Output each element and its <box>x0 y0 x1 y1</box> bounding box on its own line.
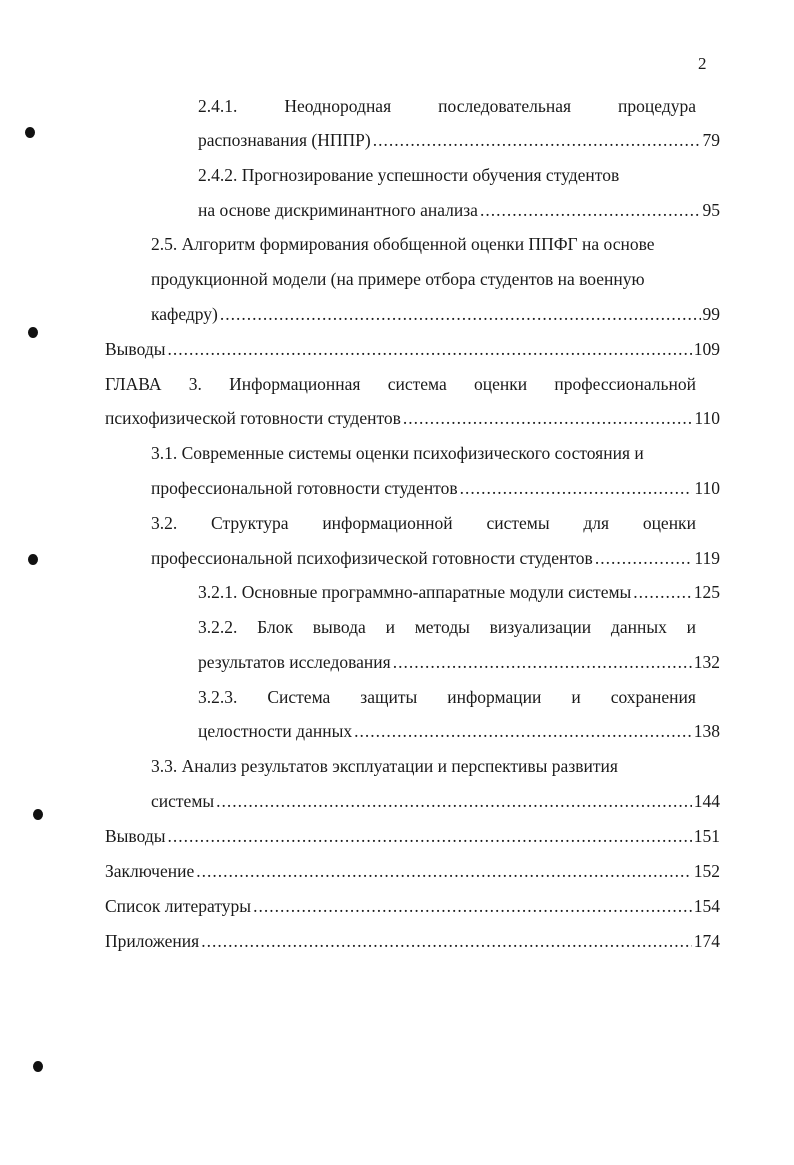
dot-leader <box>167 824 691 848</box>
toc-entry-title: Заключение <box>105 861 195 881</box>
toc-word: оценки <box>474 374 528 394</box>
toc-word: системы <box>486 513 550 533</box>
toc-entry-title: кафедру) <box>151 304 218 324</box>
toc-word: 3. <box>188 374 202 394</box>
toc-word: Информационная <box>229 374 361 394</box>
toc-entry[interactable] <box>198 128 720 152</box>
toc-entry-page: 132 <box>693 652 720 672</box>
toc-word: для <box>583 513 610 533</box>
dot-leader <box>220 302 701 326</box>
toc-entry[interactable] <box>151 789 720 813</box>
toc-entry-page: 99 <box>702 304 720 324</box>
toc-word: 3.2.3. <box>198 687 238 707</box>
toc-word: ГЛАВА <box>105 374 162 394</box>
toc-entry-page: 174 <box>693 931 720 951</box>
toc-word: и <box>571 687 581 707</box>
toc-line <box>198 685 696 709</box>
dot-leader <box>216 789 692 813</box>
toc-entry[interactable] <box>198 580 720 604</box>
toc-line: 2.4.2. Прогнозирование успешности обучения студентов <box>198 165 620 185</box>
toc-entry[interactable] <box>198 719 720 743</box>
toc-word: оценки <box>642 513 696 533</box>
toc-entry-page: 152 <box>693 861 720 881</box>
toc-entry[interactable] <box>105 929 720 953</box>
toc-word: данных <box>610 617 667 637</box>
toc-line <box>198 615 696 639</box>
dot-leader <box>460 476 693 500</box>
punch-hole <box>33 809 43 820</box>
dot-leader <box>480 198 701 222</box>
toc-entry-title: Выводы <box>105 826 166 846</box>
punch-hole <box>28 554 38 565</box>
toc-word: процедура <box>618 96 696 116</box>
dot-leader <box>393 650 692 674</box>
punch-hole <box>25 127 35 138</box>
toc-entry-title: Выводы <box>105 339 166 359</box>
toc-line <box>198 94 696 118</box>
toc-entry[interactable] <box>105 894 720 918</box>
toc-entry-page: 125 <box>693 582 720 602</box>
toc-word: Система <box>267 687 331 707</box>
toc-entry[interactable] <box>105 824 720 848</box>
toc-entry-title: на основе дискриминантного анализа <box>198 200 478 220</box>
toc-entry-title: Список литературы <box>105 896 252 916</box>
punch-hole <box>33 1061 43 1072</box>
toc-entry[interactable] <box>105 859 720 883</box>
toc-word: информации <box>447 687 542 707</box>
toc-word: Блок <box>257 617 293 637</box>
toc-word: и <box>686 617 696 637</box>
toc-word: сохранения <box>610 687 696 707</box>
punch-hole <box>28 327 38 338</box>
toc-entry-page: 119 <box>694 548 720 568</box>
toc-word: защиты <box>360 687 418 707</box>
toc-word: методы <box>414 617 470 637</box>
toc-word: информационной <box>322 513 453 533</box>
toc-entry-title: Приложения <box>105 931 200 951</box>
dot-leader <box>196 859 692 883</box>
toc-word: 2.4.1. <box>198 96 238 116</box>
toc-entry[interactable] <box>151 476 720 500</box>
toc-word: профессиональной <box>554 374 696 394</box>
dot-leader <box>354 719 692 743</box>
toc-entry-title: распознавания (НППР) <box>198 130 371 150</box>
dot-leader <box>595 546 693 570</box>
dot-leader <box>167 337 691 361</box>
toc-line: продукционной модели (на примере отбора студентов на военную <box>151 269 645 289</box>
toc-word: Структура <box>211 513 289 533</box>
toc-entry-page: 151 <box>693 826 720 846</box>
toc-entry-page: 110 <box>694 408 720 428</box>
toc-word: 3.2.2. <box>198 617 238 637</box>
toc-entry-page: 95 <box>702 200 720 220</box>
toc-word: система <box>387 374 447 394</box>
toc-entry-title: психофизической готовности студентов <box>105 408 401 428</box>
toc-entry-title: профессиональной психофизической готовности студентов <box>151 548 593 568</box>
toc-line <box>151 511 696 535</box>
toc-word: Неоднородная <box>284 96 392 116</box>
toc-entry[interactable] <box>198 650 720 674</box>
toc-entry[interactable] <box>198 198 720 222</box>
toc-entry-page: 144 <box>693 791 720 811</box>
dot-leader <box>403 406 693 430</box>
dot-leader <box>253 894 692 918</box>
toc-entry-page: 110 <box>694 478 720 498</box>
toc-entry-title: целостности данных <box>198 721 353 741</box>
toc-line <box>105 372 696 396</box>
page-number: 2 <box>698 54 707 73</box>
toc-entry[interactable] <box>151 546 720 570</box>
toc-word: последовательная <box>438 96 572 116</box>
toc-entry-title: системы <box>151 791 215 811</box>
toc-entry-title: 3.2.1. Основные программно-аппаратные модули системы <box>198 582 632 602</box>
toc-line: 3.1. Современные системы оценки психофизического состояния и <box>151 443 644 463</box>
toc-word: и <box>385 617 395 637</box>
toc-entry-page: 138 <box>693 721 720 741</box>
toc-entry-page: 79 <box>702 130 720 150</box>
toc-entry-page: 109 <box>693 339 720 359</box>
dot-leader <box>373 128 701 152</box>
toc-word: 3.2. <box>151 513 178 533</box>
toc-word: визуализации <box>489 617 592 637</box>
dot-leader <box>633 580 691 604</box>
toc-entry-title: профессиональной готовности студентов <box>151 478 458 498</box>
toc-line: 3.3. Анализ результатов эксплуатации и перспективы развития <box>151 756 618 776</box>
toc-entry[interactable] <box>105 406 720 430</box>
toc-entry[interactable] <box>151 302 720 326</box>
toc-line: 2.5. Алгоритм формирования обобщенной оценки ППФГ на основе <box>151 234 655 254</box>
toc-entry-title: результатов исследования <box>198 652 391 672</box>
toc-entry-page: 154 <box>693 896 720 916</box>
toc-word: вывода <box>312 617 366 637</box>
toc-entry[interactable] <box>105 337 720 361</box>
dot-leader <box>201 929 692 953</box>
